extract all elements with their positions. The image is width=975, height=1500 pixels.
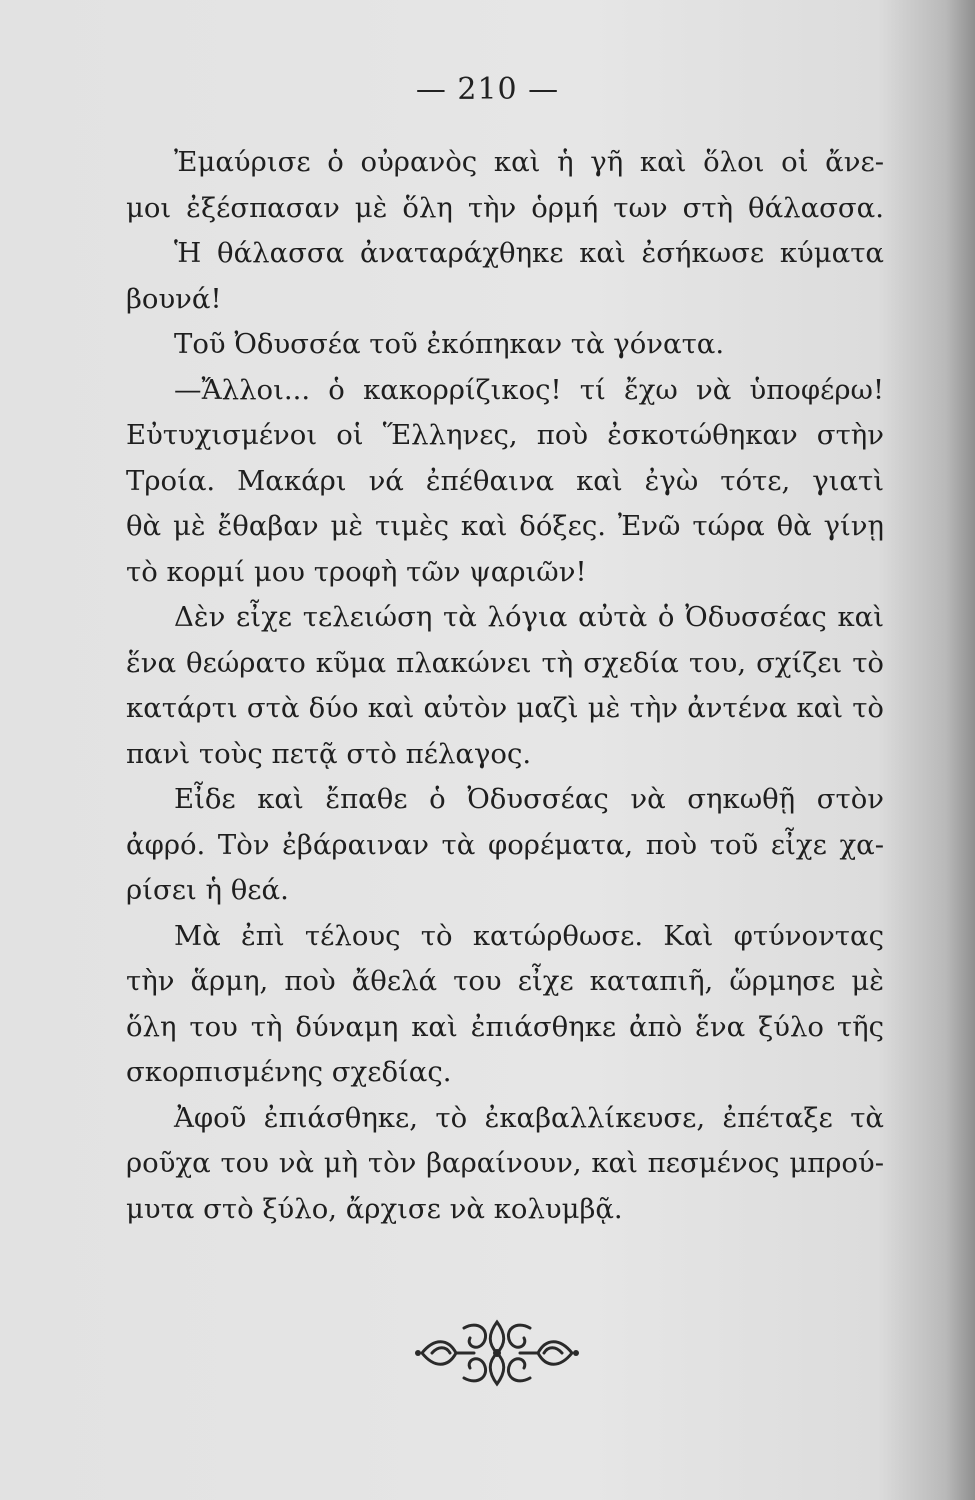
body-text xyxy=(126,140,884,1232)
text-line: Ἡ θάλασσα ἀναταράχθηκε καὶ ἐσήκωσε κύματα xyxy=(174,237,884,269)
text-line: Δὲν εἶχε τελειώση τὰ λόγια αὐτὰ ὁ Ὀδυσσέας καὶ xyxy=(174,601,884,633)
text-line: ρίσει ἡ θεά. xyxy=(126,874,289,906)
text-line: Εἶδε καὶ ἔπαθε ὁ Ὀδυσσέας νὰ σηκωθῇ στὸν xyxy=(174,783,884,815)
text-line: θὰ μὲ ἔθαβαν μὲ τιμὲς καὶ δόξες. Ἐνῶ τώρα θὰ γίνῃ xyxy=(126,510,884,542)
text-line: μυτα στὸ ξύλο, ἄρχισε νὰ κολυμβᾷ. xyxy=(126,1192,623,1225)
text-line: Ἀφοῦ ἐπιάσθηκε, τὸ ἐκαβαλλίκευσε, ἐπέταξε τὰ xyxy=(174,1101,884,1134)
text-line: ὅλη του τὴ δύναμη καὶ ἐπιάσθηκε ἀπὸ ἕνα ξύλο τῆς xyxy=(126,1010,884,1043)
text-line: Ἐμαύρισε ὁ οὐρανὸς καὶ ἡ γῆ καὶ ὅλοι οἱ ἄνε- xyxy=(174,146,884,178)
text-line: ροῦχα του νὰ μὴ τὸν βαραίνουν, καὶ πεσμένος μπρού- xyxy=(126,1147,884,1179)
page-number: — 210 — xyxy=(415,72,560,107)
text-line: τὸ κορμί μου τροφὴ τῶν ψαριῶν! xyxy=(126,555,587,588)
text-line: Τοῦ Ὀδυσσέα τοῦ ἐκόπηκαν τὰ γόνατα. xyxy=(174,328,725,360)
text-line: ἀφρό. Τὸν ἐβάραιναν τὰ φορέματα, ποὺ τοῦ εἶχε χα- xyxy=(126,828,884,861)
text-line: ἕνα θεώρατο κῦμα πλακώνει τὴ σχεδία του, σχίζει τὸ xyxy=(126,646,884,679)
text-line: τὴν ἅρμη, ποὺ ἄθελά του εἶχε καταπιῆ, ὥρμησε μὲ xyxy=(126,965,884,997)
text-line: σκορπισμένης σχεδίας. xyxy=(126,1056,452,1088)
floral-ornament-icon xyxy=(414,1316,580,1390)
text-line: Εὐτυχισμένοι οἱ Ἕλληνες, ποὺ ἐσκοτώθηκαν στὴν xyxy=(126,419,884,451)
text-line: —Ἄλλοι... ὁ κακορρίζικος! τί ἔχω νὰ ὑποφέρω! xyxy=(174,373,884,406)
text-line: κατάρτι στὰ δύο καὶ αὐτὸν μαζὶ μὲ τὴν ἀντένα καὶ τὸ xyxy=(126,692,884,724)
text-line: πανὶ τοὺς πετᾷ στὸ πέλαγος. xyxy=(126,737,532,770)
text-line: Τροία. Μακάρι νά ἐπέθαινα καὶ ἐγὼ τότε, γιατὶ xyxy=(126,464,884,497)
text-line: βουνά! xyxy=(126,282,222,315)
text-line: μοι ἐξέσπασαν μὲ ὅλη τὴν ὁρμή των στὴ θάλασσα. xyxy=(126,191,884,224)
text-line: Μὰ ἐπὶ τέλους τὸ κατώρθωσε. Καὶ φτύνοντας xyxy=(174,919,884,952)
